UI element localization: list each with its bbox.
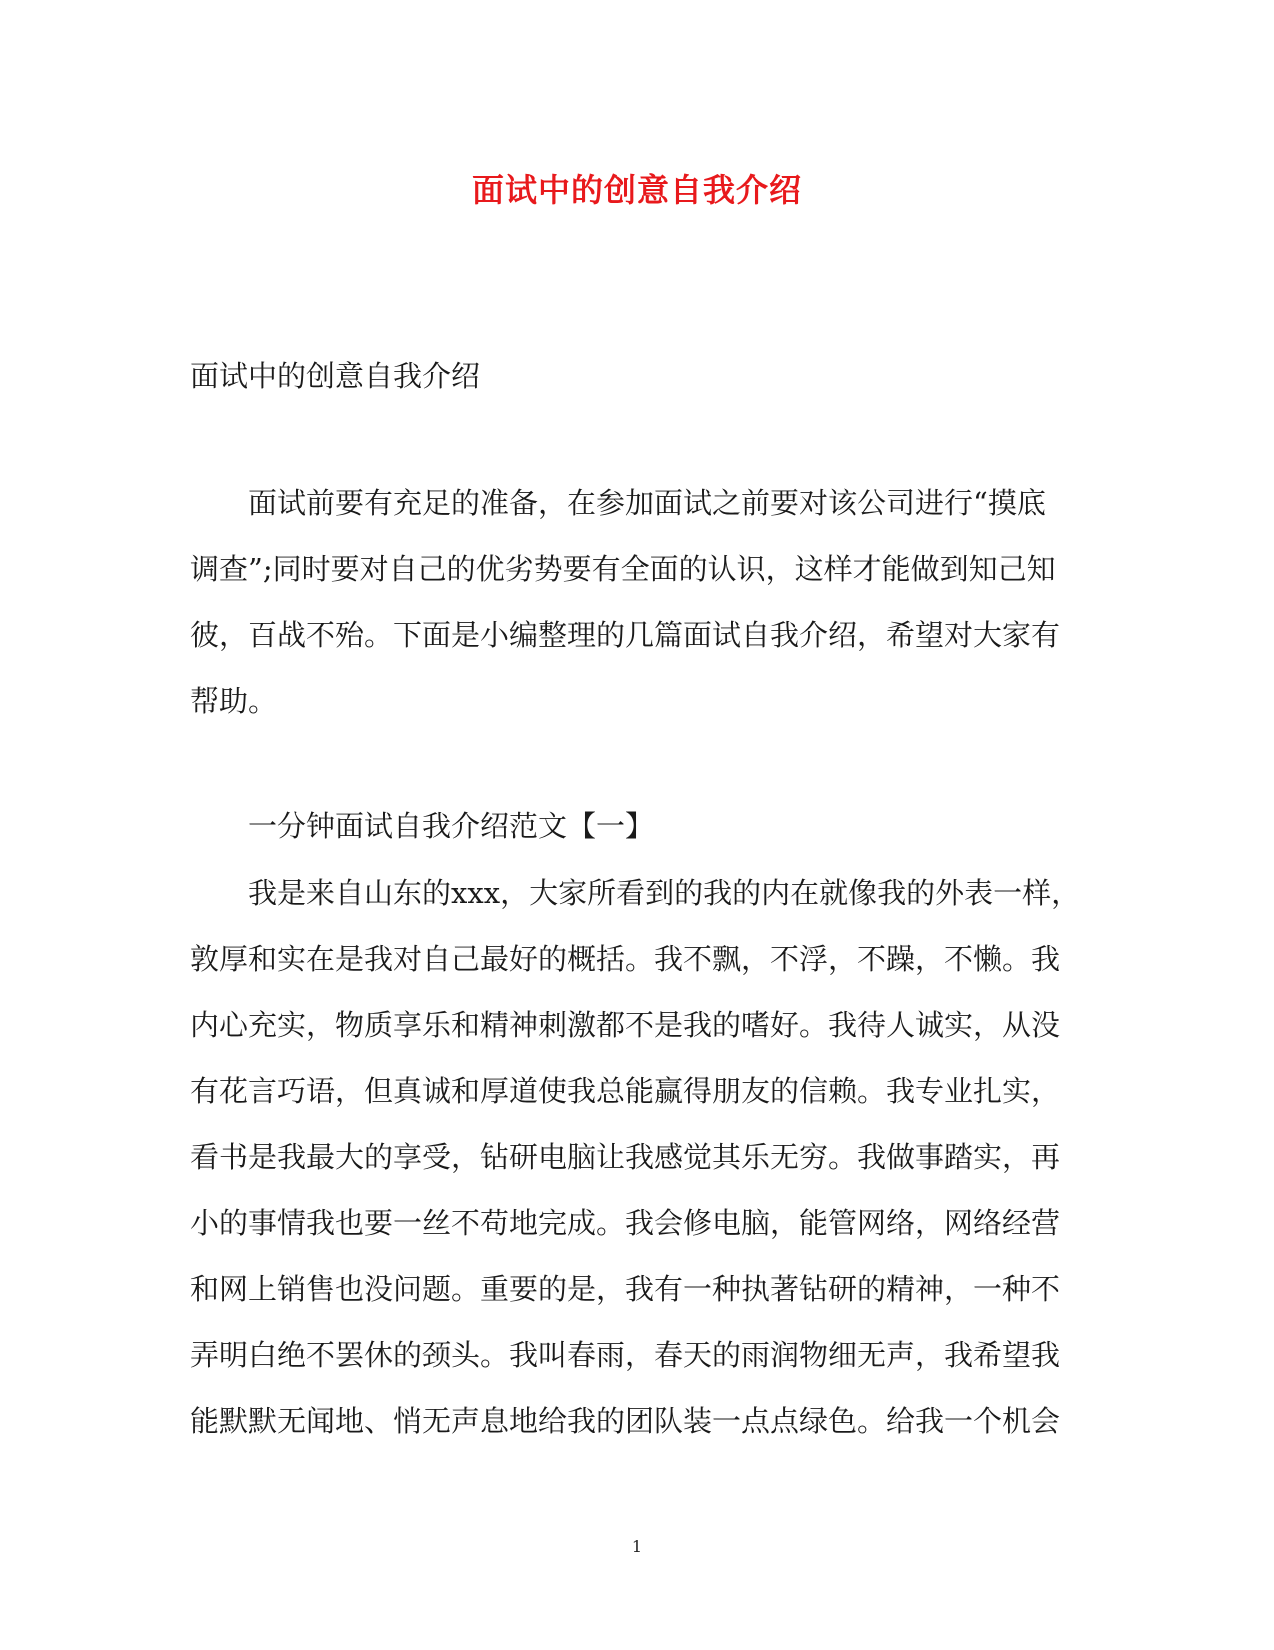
section-line: 有花言巧语，但真诚和厚道使我总能赢得朋友的信赖。我专业扎实， <box>190 1074 1061 1108</box>
section-paragraph <box>190 860 1080 1454</box>
intro-line: 调查”;同时要对自己的优劣势要有全面的认识，这样才能做到知己知 <box>190 552 1056 586</box>
section-line: 内心充实，物质享乐和精神刺激都不是我的嗜好。我待人诚实，从没 <box>190 1008 1061 1042</box>
section-line: 看书是我最大的享受，钻研电脑让我感觉其乐无穷。我做事踏实，再 <box>190 1140 1061 1174</box>
section-line: 和网上销售也没问题。重要的是，我有一种执著钻研的精神，一种不 <box>190 1272 1061 1306</box>
intro-paragraph <box>190 470 1080 734</box>
document-title: 面试中的创意自我介绍 <box>471 171 802 209</box>
section-line: 能默默无闻地、悄无声息地给我的团队装一点点绿色。给我一个机会 <box>190 1404 1061 1438</box>
section-line: 弄明白绝不罢休的颈头。我叫春雨，春天的雨润物细无声，我希望我 <box>190 1338 1061 1372</box>
section-line: 我是来自山东的xxx，大家所看到的我的内在就像我的外表一样， <box>248 876 1081 910</box>
intro-line: 帮助。 <box>190 684 278 718</box>
section-heading: 一分钟面试自我介绍范文【一】 <box>248 809 655 843</box>
intro-line: 面试前要有充足的准备，在参加面试之前要对该公司进行“摸底 <box>248 486 1046 520</box>
section-line: 小的事情我也要一丝不苟地完成。我会修电脑，能管网络，网络经营 <box>190 1206 1061 1240</box>
document-subtitle: 面试中的创意自我介绍 <box>190 359 481 393</box>
intro-line: 彼，百战不殆。下面是小编整理的几篇面试自我介绍，希望对大家有 <box>190 618 1061 652</box>
section-line: 敦厚和实在是我对自己最好的概括。我不飘，不浮，不躁，不懒。我 <box>190 942 1061 976</box>
page-number: 1 <box>631 1537 643 1556</box>
